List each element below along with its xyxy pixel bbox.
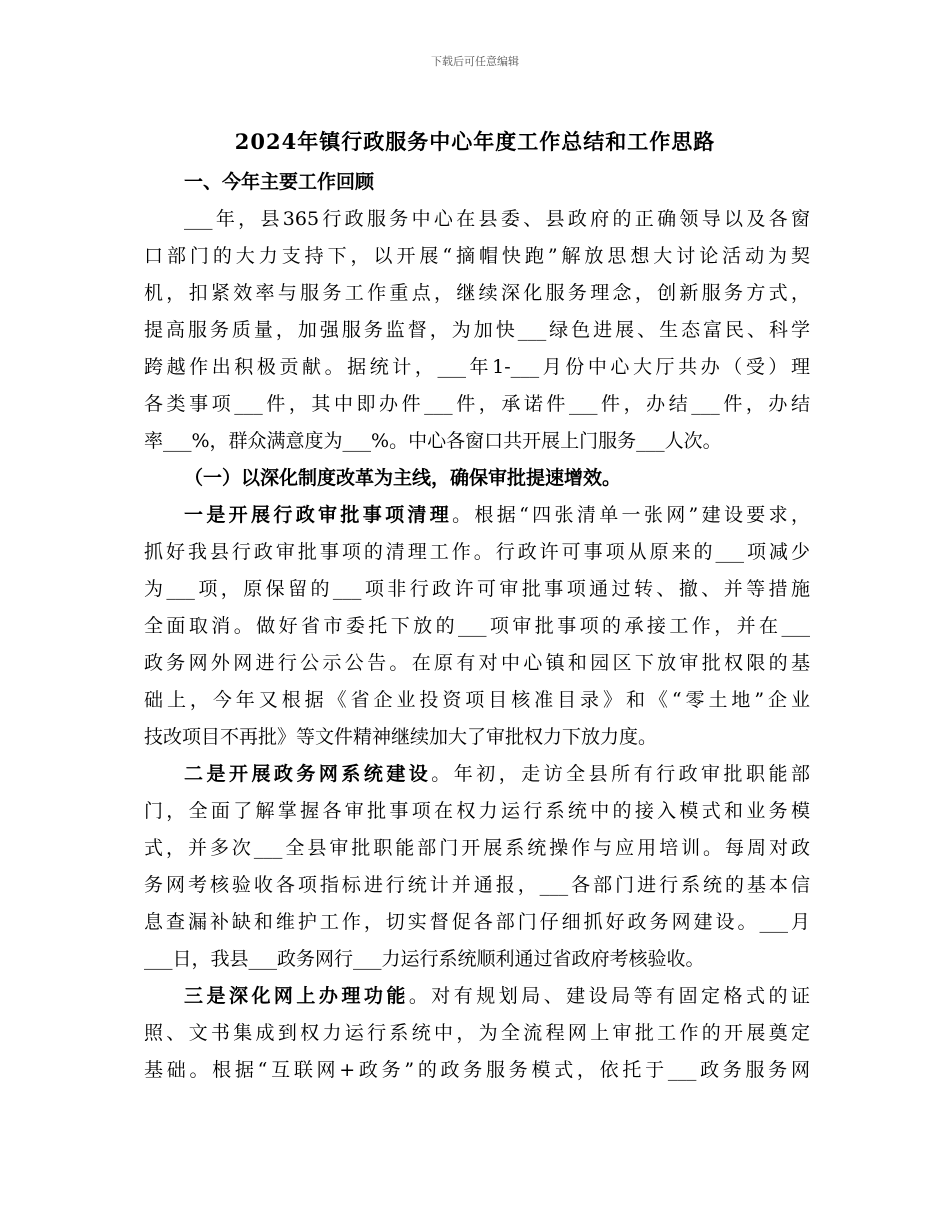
paragraph-line: 为___项，原保留的___项非行政许可审批事项通过转、撤、并等措施 xyxy=(144,578,810,600)
lead-phrase: 三是深化网上办理功能 xyxy=(184,985,409,1007)
paragraph-line: 础上，今年又根据《省企业投资项目核准目录》和《“零土地”企业 xyxy=(144,689,810,711)
paragraph-line: 跨越作出积极贡献。据统计，___年1-___月份中心大厅共办（受）理 xyxy=(144,356,810,378)
paragraph-line: 照、文书集成到权力运行系统中，为全流程网上审批工作的开展奠定 xyxy=(144,1022,810,1044)
paragraph-line: 息查漏补缺和维护工作，切实督促各部门仔细抓好政务网建设。___月 xyxy=(144,911,810,933)
paragraph-line: 机，扣紧效率与服务工作重点，继续深化服务理念，创新服务方式， xyxy=(144,282,810,304)
paragraph-4 xyxy=(144,978,810,1089)
paragraph-line: 务网考核验收各项指标进行统计并通报，___各部门进行系统的基本信 xyxy=(144,874,810,896)
paragraph-line: 门，全面了解掌握各审批事项在权力运行系统中的接入模式和业务模 xyxy=(144,800,810,822)
paragraph-line: 提高服务质量，加强服务监督，为加快___绿色进展、生态富民、科学 xyxy=(144,319,810,341)
paragraph-line: 口部门的大力支持下，以开展“摘帽快跑”解放思想大讨论活动为契 xyxy=(144,245,810,267)
paragraph-line xyxy=(144,978,810,1015)
line-text: 。年初，走访全县所有行政审批职能部 xyxy=(431,763,810,785)
subsection-heading: （一）以深化制度改革为主线，确保审批提速增效。 xyxy=(184,467,622,489)
header-note: 下载后可任意编辑 xyxy=(431,55,519,68)
paragraph-line: 全面取消。做好省市委托下放的___项审批事项的承接工作，并在___ xyxy=(144,615,810,637)
document-body xyxy=(144,164,810,1089)
paragraph-line: 技改项目不再批》等文件精神继续加大了审批权力下放力度。 xyxy=(144,726,658,748)
lead-phrase: 一是开展行政审批事项清理 xyxy=(184,504,453,526)
paragraph-3 xyxy=(144,756,810,978)
line-text: 。根据“四张清单一张网”建设要求， xyxy=(452,504,810,526)
paragraph-line: 抓好我县行政审批事项的清理工作。行政许可事项从原来的___项减少 xyxy=(144,541,810,563)
section-heading: 一、今年主要工作回顾 xyxy=(184,171,375,193)
paragraph-line: 政务网外网进行公示公告。在原有对中心镇和园区下放审批权限的基 xyxy=(144,652,810,674)
paragraph-line xyxy=(144,497,810,534)
paragraph-2 xyxy=(144,497,810,756)
line-text: 。对有规划局、建设局等有固定格式的证 xyxy=(408,985,810,1007)
paragraph-line xyxy=(144,756,810,793)
paragraph-line: ___日，我县___政务网行___力运行系统顺利通过省政府考核验收。 xyxy=(144,948,705,970)
paragraph-1 xyxy=(144,201,810,460)
paragraph-line: 率___%，群众满意度为___%。中心各窗口共开展上门服务___人次。 xyxy=(144,430,722,452)
page-title: 2024年镇行政服务中心年度工作总结和工作思路 xyxy=(234,129,716,154)
paragraph-line: 各类事项___件，其中即办件___件，承诺件___件，办结___件，办结 xyxy=(144,393,810,415)
paragraph-line: ___年，县365行政服务中心在县委、县政府的正确领导以及各窗 xyxy=(184,208,810,230)
paragraph-line: 式，并多次___全县审批职能部门开展系统操作与应用培训。每周对政 xyxy=(144,837,810,859)
paragraph-line: 基础。根据“互联网+政务”的政务服务模式，依托于___政务服务网 xyxy=(144,1059,810,1081)
lead-phrase: 二是开展政务网系统建设 xyxy=(184,763,432,785)
